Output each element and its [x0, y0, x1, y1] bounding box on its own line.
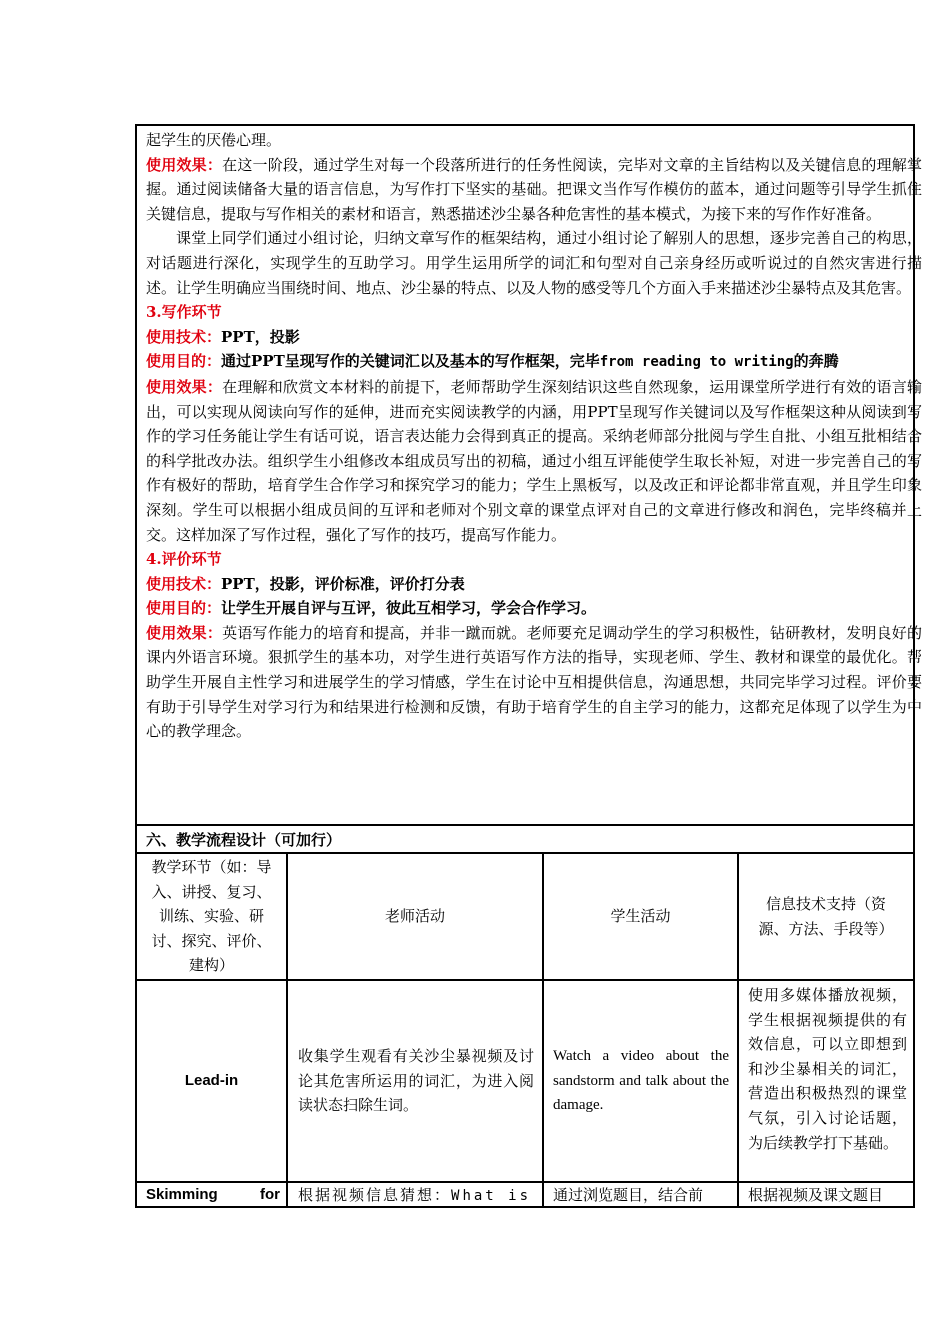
- reading-effect: [146, 153, 922, 227]
- header-teacher: 老师活动: [384, 907, 445, 926]
- row2-student: 通过浏览题目，结合前: [553, 1186, 704, 1204]
- row2-teacher-b: What is: [451, 1188, 532, 1204]
- content-table: [135, 124, 922, 1208]
- row2-teacher-a: 根据视频信息猜想：: [298, 1186, 452, 1204]
- row1-stage: Lead-in: [184, 1071, 239, 1089]
- purpose-label: 使用目的：: [146, 599, 222, 618]
- row1-student-text: Watch a video about the sandstorm and talk about the damage.: [553, 1048, 729, 1114]
- row1-teacher-text: 收集学生观看有关沙尘暴视频及讨论其危害所运用的词汇，为进入阅读状态扫除生词。: [298, 1047, 534, 1115]
- purpose-text-b: from reading to writing: [599, 354, 794, 371]
- row2-stage-a: Skimming: [146, 1186, 218, 1203]
- effect-text: 在理解和欣赏文本材料的前提下，老师帮助学生深刻结识这些自然现象，运用课堂所学进行有效的语言输出，可以实现从阅读向写作的延伸，进而充实阅读教学的内涵，用PPT呈现写作关键词以及写作框架这种从阅读到写作的学习任务能让学生有话可说，语言表达能力会得到真正的提高。采纳老师部分批阅与学生自批、小组互批相结合的科学批改办法。组织学生小组修改本组成员写出的初稿，通过小组互评能使学生取长补短，对进一步完善自己的写作有极好的帮助，培育学生合作学习和探究学习的能力；学生上黑板写，以及改正和评论都非常直观，并且学生印象深刻。学生可以根据小组成员间的互评和老师对个别文章的课堂点评对自己的文章进行修改和润色，完毕终稿并上交。这样加深了写作过程，强化了写作的技巧，提高写作能力。: [146, 377, 922, 544]
- effect-text: 在这一阶段，通过学生对每一个段落所进行的任务性阅读，完毕对文章的主旨结构以及关键信息的理解掌握。通过阅读储备大量的语言信息，为写作打下坚实的基础。把课文当作写作模仿的蓝本，通过问题等引导学生抓住关键信息，提取与写作相关的素材和语言，熟悉描述沙尘暴各种危害性的基本模式，为接下来的写作作好准备。: [146, 155, 922, 223]
- evaluation-tech: [146, 572, 922, 597]
- writing-purpose: [146, 349, 922, 375]
- tech-text: PPT，投影: [221, 327, 300, 346]
- section6-title: 六、教学流程设计（可加行）: [146, 831, 342, 849]
- discussion-paragraph: 课堂上同学们通过小组讨论，归纳文章写作的框架结构，通过小组讨论了解别人的思想，逐步完善自己的构思，对话题进行深化，实现学生的互助学习。用学生运用所学的词汇和句型对自己亲身经历或听说过的自然灾害进行描述。让学生明确应当围绕时间、地点、沙尘暴的特点、以及人物的感受等几个方面入手来描述沙尘暴特点及其危害。: [146, 229, 922, 297]
- effect-label: 使用效果：: [146, 377, 223, 396]
- row1-tech: 使用多媒体播放视频，学生根据视频提供的有效信息，可以立即想到和沙尘暴相关的词汇，营造出积极热烈的课堂气氛，引入讨论话题，为后续教学打下基础。: [748, 986, 907, 1152]
- row2-teacher: [298, 1183, 538, 1207]
- purpose-text-c: 的奔腾: [793, 352, 839, 371]
- tech-text: PPT，投影，评价标准，评价打分表: [221, 574, 465, 593]
- continuation-line: 起学生的厌倦心理。: [146, 131, 282, 149]
- effect-text: 英语写作能力的培育和提高，并非一蹴而就。老师要充足调动学生的学习积极性，钻研教材，发明良好的课内外语言环境。狠抓学生的基本功，对学生进行英语写作方法的指导，实现老师、学生、教材和课堂的最优化。帮助学生开展自主性学习和进展学生的学习情感，学生在讨论中互相提供信息，沟通思想，共同完毕学习过程。评价要有助于引导学生对学习行为和结果进行检测和反馈，有助于培育学生的自主学习的能力，这都充足体现了以学生为中心的教学理念。: [146, 623, 922, 741]
- writing-effect: [146, 375, 922, 547]
- purpose-text-a: 通过PPT呈现写作的关键词汇以及基本的写作框架，完毕: [221, 352, 600, 371]
- effect-label: 使用效果：: [146, 623, 223, 642]
- evaluation-stage-heading: 4.评价环节: [146, 550, 222, 569]
- writing-stage-heading: 3.写作环节: [146, 303, 222, 322]
- purpose-label: 使用目的：: [146, 352, 222, 371]
- rule-section6-top: [137, 824, 913, 826]
- row2-stage: [146, 1183, 280, 1207]
- evaluation-effect: [146, 621, 922, 744]
- row1-teacher: [288, 981, 542, 1181]
- tech-label: 使用技术：: [146, 574, 222, 593]
- tech-label: 使用技术：: [146, 327, 222, 346]
- row2-stage-b: for: [260, 1186, 280, 1203]
- row1-student: [544, 981, 737, 1181]
- effect-label: 使用效果：: [146, 155, 223, 174]
- teaching-methods-cell: [137, 126, 930, 828]
- writing-tech: [146, 325, 922, 350]
- header-stage: 教学环节（如：导入、讲授、复习、训练、实验、研讨、探究、评价、建构）: [151, 858, 272, 975]
- row2-tech: 根据视频及课文题目: [748, 1186, 884, 1204]
- purpose-text: 让学生开展自评与互评，彼此互相学习，学会合作学习。: [221, 599, 597, 618]
- header-student: 学生活动: [610, 907, 671, 926]
- header-tech: 信息技术支持（资源、方法、手段等）: [758, 894, 894, 938]
- evaluation-purpose: [146, 596, 922, 621]
